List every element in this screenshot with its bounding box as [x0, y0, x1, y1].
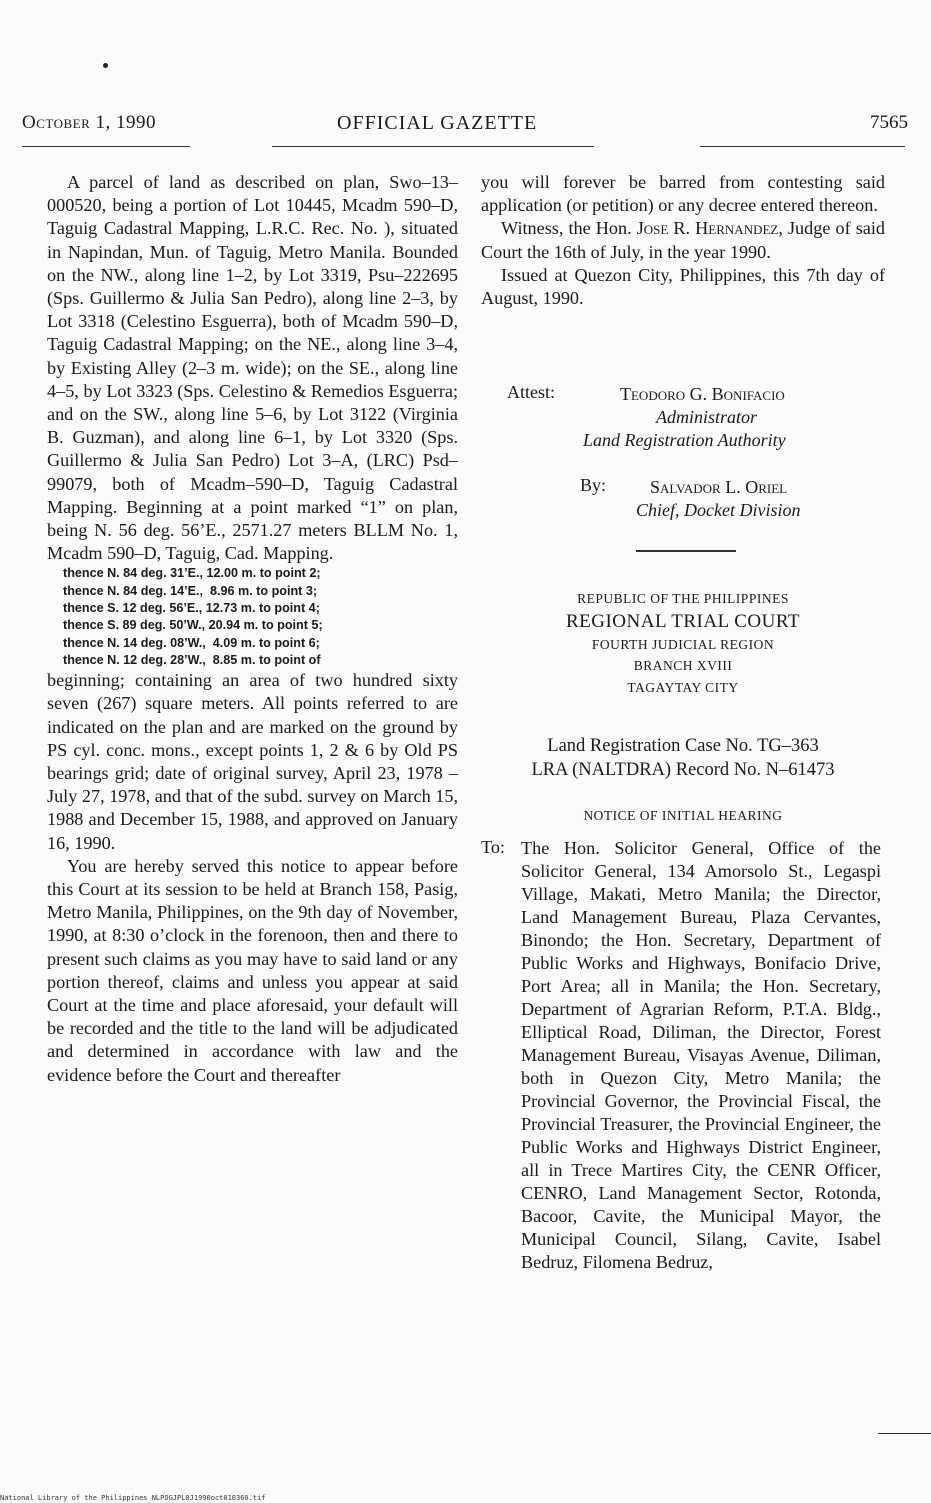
- court-line: REGIONAL TRIAL COURT: [565, 610, 801, 632]
- witness-name: Jose R. Hernandez,: [636, 218, 783, 239]
- page-header: [22, 112, 912, 140]
- attest-title-lra: Land Registration Authority: [583, 430, 786, 450]
- attest-label: Attest:: [507, 382, 555, 402]
- right-column: [481, 171, 885, 310]
- metes-line: thence N. 14 deg. 08’W., 4.09 m. to point 6;: [63, 635, 320, 650]
- witness-paragraph: [481, 217, 885, 263]
- description-continuation: beginning; containing an area of two hundred sixty seven (267) square meters. All points referred to are indicated on the plan and are marked on the ground by PS cyl. conc. mons., except points 1, 2 & 6 by Old PS bearings grid; date of original survey, April 23, 1978 – July 27, 1978, and that of the subd. survey on March 15, 1988 and December 15, 1988, and approved on January 16, 1990.: [47, 670, 458, 853]
- header-rule-left: [22, 146, 190, 147]
- by-name: Salvador L. Oriel: [650, 477, 788, 497]
- attest-name: Teodoro G. Bonifacio: [620, 384, 785, 404]
- header-page-number: 7565: [870, 112, 908, 133]
- metes-line: thence N. 84 deg. 14’E., 8.96 m. to point 3;: [63, 583, 318, 598]
- header-publication: OFFICIAL GAZETTE: [337, 112, 538, 134]
- case-number: Land Registration Case No. TG–363: [547, 736, 819, 756]
- metes-line: thence N. 84 deg. 31’E., 12.00 m. to point 2;: [63, 566, 321, 581]
- metes-line: thence S. 89 deg. 50’W., 20.94 m. to point 5;: [63, 618, 323, 633]
- city-line: TAGAYTAY CITY: [627, 679, 739, 695]
- margin-mark: [878, 1433, 931, 1434]
- addressee-list: The Hon. Solicitor General, Office of the Solicitor General, 134 Amorsolo St., Legaspi Village, Makati, Metro Manila; the Director, Land Management Bureau, Plaza Cervantes, Binondo; the Hon. Secretary, Department of Public Works and Highways, Bonifacio Drive, Port Area; all in Manila; the Hon. Secretary, Department of Agrarian Reform, P.T.A. Bldg., Elliptical Road, Diliman, the Director, Forest Management Bureau, Visayas Avenue, Diliman, both in Quezon City, Metro Manila; the Provincial Governor, the Provincial Fiscal, the Provincial Treasurer, the Provincial Engineer, the Public Works and Highways District Engineer, all in Trece Martires City, the CENR Officer, CENRO, Land Management Sector, Rotonda, Bacoor, Cavite, the Municipal Mayor, the Municipal Council, Silang, Cavite, Isabel Bedruz, Filomena Bedruz,: [521, 838, 881, 1272]
- court-title-block: [481, 588, 885, 698]
- header-rule-right: [700, 146, 905, 147]
- ink-speck: [103, 63, 108, 68]
- region-line: FOURTH JUDICIAL REGION: [591, 636, 775, 652]
- by-title: Chief, Docket Division: [636, 500, 801, 520]
- to-label: To:: [481, 837, 505, 857]
- metes-and-bounds: [63, 565, 458, 669]
- scan-footer: National Library of the Philippines NLPOGJPL0J1990oct010360.tif: [0, 1494, 266, 1502]
- left-column: [47, 171, 458, 1087]
- header-date: October 1, 1990: [22, 112, 157, 133]
- notice-title: NOTICE OF INITIAL HEARING: [583, 808, 783, 823]
- attest-title-administrator: Administrator: [656, 407, 758, 427]
- witness-suffix: Judge of said Court the 16th of July, in the year 1990.: [481, 218, 886, 262]
- notice-continuation: you will forever be barred from contesting said application (or petition) or any decree entered thereon.: [481, 172, 885, 216]
- hearing-notice: You are hereby served this notice to appear before this Court at its session to be held at Branch 158, Pasig, Metro Manila, Philippines, on the 9th day of November, 1990, at 8:30 o’clock in the forenoon, then and there to present such claims as you may have to said land or any portion thereof, claims and unless you appear at said Court at the time and place aforesaid, your default will be recorded and the title to the land will be adjudicated and determined in accordance with law and the evidence before the Court and thereafter: [47, 855, 458, 1085]
- republic-line: REPUBLIC OF THE PHILIPPINES: [577, 591, 789, 606]
- metes-line: thence N. 12 deg. 28’W., 8.85 m. to point of: [63, 652, 321, 667]
- witness-prefix: Witness, the Hon.: [501, 218, 632, 239]
- section-divider: [636, 550, 736, 552]
- header-rule-center: [272, 146, 594, 147]
- branch-line: BRANCH XVIII: [633, 658, 733, 673]
- record-number: LRA (NALTDRA) Record No. N–61473: [531, 760, 835, 780]
- metes-line: thence S. 12 deg. 56’E., 12.73 m. to point 4;: [63, 601, 320, 616]
- land-description: A parcel of land as described on plan, Swo–13–000520, being a portion of Lot 10445, Mcadm 590–D, Taguig Cadastral Mapping, L.R.C. Rec. No. ), situated in Napindan, Mun. of Taguig, Metro Manila. Bounded on the NW., along line 1–2, by Lot 3319, Psu–222695 (Sps. Guillermo & Julia San Pedro), along line 2–3, by Lot 3318 (Celestino Esguerra), both of Mcadm 590–D, Taguig Cadastral Mapping; on the NE., along line 3–4, by Existing Alley (2–3 m. wide); on the SE., along line 4–5, by Lot 3323 (Sps. Celestino & Remedios Esguerra; and on the SW., along line 5–6, by Lot 3122 (Virginia B. Guzman), and along line 6–1, by Lot 3320 (Sps. Guillermo & Julia San Pedro) Lot 3–A, (LRC) Psd–99079, both of Mcadm–590–D, Taguig Cadastral Mapping. Beginning at a point marked “1” on plan, being N. 56 deg. 56’E., 2571.27 meters BLLM No. 1, Mcadm 590–D, Taguig, Cad. Mapping.: [47, 172, 458, 564]
- by-label: By:: [580, 475, 607, 495]
- issued-paragraph: Issued at Quezon City, Philippines, this 7th day of August, 1990.: [481, 264, 885, 309]
